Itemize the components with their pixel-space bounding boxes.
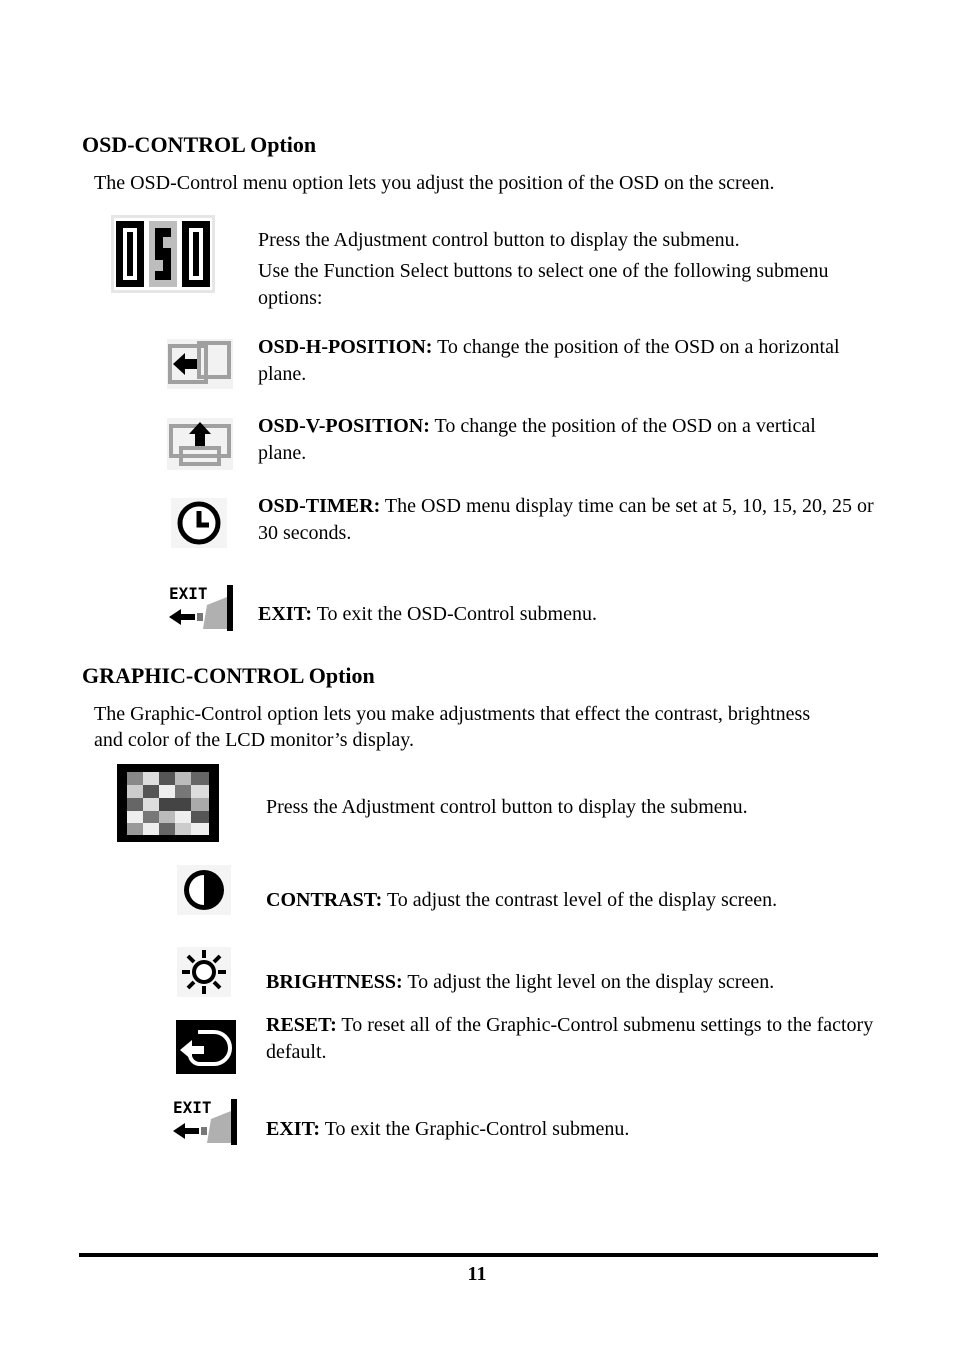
exit-icon bbox=[171, 1097, 239, 1147]
contrast-desc: To adjust the contrast level of the display screen. bbox=[382, 889, 778, 911]
brightness-sun-icon bbox=[177, 947, 231, 997]
footer-rule bbox=[79, 1253, 878, 1257]
reset-term: RESET: bbox=[266, 1014, 337, 1036]
brightness-desc: To adjust the light level on the display screen. bbox=[402, 971, 775, 993]
osd-timer-desc: The OSD menu display time can be set at 5, 10, 15, 20, 25 or 30 seconds. bbox=[258, 495, 874, 544]
graphic-exit-desc: To exit the Graphic-Control submenu. bbox=[320, 1118, 630, 1140]
exit-icon bbox=[167, 583, 235, 633]
svg-text:EXIT: EXIT bbox=[169, 584, 208, 603]
osd-timer-text bbox=[258, 493, 878, 547]
graphic-checker-icon bbox=[117, 764, 219, 842]
graphic-control-intro: The Graphic-Control option lets you make adjustments that effect the contrast, brightness and color of the LCD monitor’s display. bbox=[94, 703, 811, 751]
osd-timer-term: OSD-TIMER: bbox=[258, 495, 381, 517]
contrast-text bbox=[266, 887, 886, 914]
osd-exit-term: EXIT: bbox=[258, 603, 313, 625]
reset-desc: To reset all of the Graphic-Control submenu settings to the factory default. bbox=[266, 1014, 874, 1063]
osd-main-line1: Press the Adjustment control button to display the submenu. bbox=[258, 229, 740, 251]
reset-text bbox=[266, 1012, 886, 1066]
page-number: 11 bbox=[467, 1263, 487, 1285]
osd-control-heading: OSD-CONTROL Option bbox=[82, 132, 317, 157]
contrast-icon bbox=[177, 865, 231, 915]
osd-v-position-term: OSD-V-POSITION: bbox=[258, 415, 430, 437]
osd-exit-desc: To exit the OSD-Control submenu. bbox=[312, 603, 597, 625]
osd-main-line2: Use the Function Select buttons to select one of the following submenu options: bbox=[258, 260, 829, 309]
osd-h-position-term: OSD-H-POSITION: bbox=[258, 336, 433, 358]
contrast-term: CONTRAST: bbox=[266, 889, 383, 911]
v-position-icon bbox=[167, 418, 233, 470]
h-position-icon bbox=[167, 339, 233, 389]
svg-text:EXIT: EXIT bbox=[173, 1098, 212, 1117]
osd-exit-text bbox=[258, 601, 858, 628]
brightness-text bbox=[266, 969, 886, 996]
osd-v-position-text bbox=[258, 413, 858, 467]
osd-control-intro: The OSD-Control menu option lets you adjust the position of the OSD on the screen. bbox=[94, 172, 775, 194]
graphic-exit-term: EXIT: bbox=[266, 1118, 321, 1140]
osd-h-position-text bbox=[258, 334, 858, 388]
osd-logo-icon bbox=[111, 215, 215, 293]
timer-clock-icon bbox=[171, 498, 227, 548]
reset-icon bbox=[176, 1020, 236, 1074]
graphic-main-text: Press the Adjustment control button to display the submenu. bbox=[266, 796, 748, 818]
osd-h-position-desc: To change the position of the OSD on a horizontal plane. bbox=[258, 336, 840, 385]
graphic-control-heading: GRAPHIC-CONTROL Option bbox=[82, 663, 375, 688]
osd-v-position-desc: To change the position of the OSD on a vertical plane. bbox=[258, 415, 816, 464]
graphic-exit-text bbox=[266, 1116, 866, 1143]
brightness-term: BRIGHTNESS: bbox=[266, 971, 403, 993]
